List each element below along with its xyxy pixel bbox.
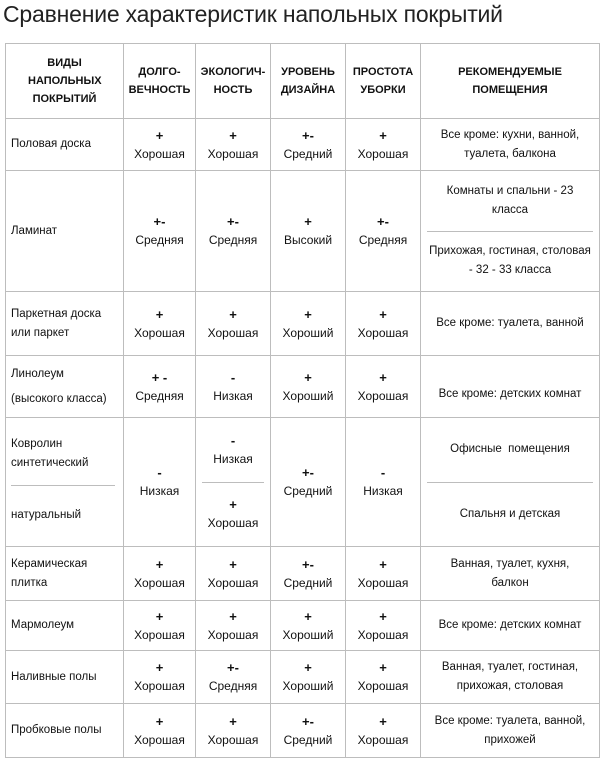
rating-symbol: + [229,608,237,624]
rating-symbol: + [155,660,164,675]
rating-text: Хорошая [207,732,259,747]
rating-text: Средняя [208,233,258,247]
rating-text: Хорошая [134,575,185,590]
row-name [6,356,124,418]
rating-text: Хорошая [357,679,409,693]
row-name: Мармолеум [6,601,124,651]
design-cell [271,356,346,418]
header-type: ВИДЫ НАПОЛЬНЫХ ПОКРЫТИЙ [6,44,124,119]
design-cell [271,704,346,758]
ecology-cell [196,704,271,758]
row-name [6,418,124,547]
cleaning-cell [346,547,421,601]
rating-text: Хороший [282,325,334,340]
rating-symbol: + [304,660,312,675]
rating-symbol: + [379,306,387,322]
rating-text: Низкая [139,484,180,498]
rating-symbol: + [304,306,312,322]
recommended-cell: Все кроме: кухни, ванной, туалета, балкона [421,119,600,171]
rating-text: Хорошая [207,325,259,340]
rating-symbol: + [379,660,387,675]
rating-text: Хорошая [134,627,185,642]
cleaning-cell [346,171,421,292]
header-cleaning: ПРОСТОТА УБОРКИ [346,44,421,119]
durability-cell [124,292,196,356]
rating-symbol: + [379,608,387,624]
cleaning-cell [346,651,421,704]
design-cell [271,601,346,651]
ecology-cell [196,547,271,601]
rating-symbol: + [304,369,312,385]
rating-symbol: +- [302,465,314,480]
rating-text: Хорошая [357,575,409,590]
rating-text: Хорошая [357,325,409,340]
ecology-synthetic [196,418,270,482]
durability-cell [124,119,196,171]
cleaning-cell [346,356,421,418]
ecology-cell [196,418,271,547]
table-row [6,356,600,418]
header-recommended: РЕКОМЕНДУЕМЫЕ ПОМЕЩЕНИЯ [421,44,600,119]
rating-text: Низкая [363,484,403,498]
recommended-cell: Все кроме: детских комнат [421,356,600,418]
ecology-cell [196,601,271,651]
cleaning-cell [346,704,421,758]
rating-text: Средняя [208,679,258,693]
rating-text: Хорошая [357,388,409,403]
recommended-cell: Все кроме: детских комнат [421,601,600,651]
rating-text: Хорошая [357,732,409,747]
rating-symbol: + [229,127,237,143]
ecology-cell [196,171,271,292]
header-ecology: ЭКОЛОГИЧ-НОСТЬ [196,44,271,119]
rating-symbol: +- [227,214,239,229]
rating-text: Средний [283,146,333,161]
row-name: Наливные полы [6,651,124,704]
ecology-natural [196,483,270,547]
durability-cell [124,651,196,704]
design-cell [271,651,346,704]
cleaning-cell [346,292,421,356]
rating-symbol: - [230,369,236,385]
rating-symbol: + [155,608,164,624]
recommended-cell: Ванная, туалет, гостиная, прихожая, столовая [421,651,600,704]
durability-cell [124,704,196,758]
recommended-text: Прихожая, гостиная, столовая - 32 - 33 класса [429,245,591,277]
rating-text: Хорошая [134,679,185,693]
rating-symbol: + [229,713,237,729]
rating-text: Хорошая [207,575,259,590]
design-cell [271,547,346,601]
header-row [6,44,600,119]
rating-symbol: + [155,127,164,143]
recommended-cell: Все кроме: туалета, ванной [421,292,600,356]
rating-symbol: + [379,713,387,729]
header-durability: ДОЛГО-ВЕЧНОСТЬ [124,44,196,119]
row-name-line: Ковролин синтетический [11,438,89,470]
rating-symbol: +- [302,127,314,143]
rating-symbol: - [380,465,386,480]
durability-cell [124,547,196,601]
rating-text: Хорошая [357,146,409,161]
cleaning-cell [346,601,421,651]
header-design: УРОВЕНЬ ДИЗАЙНА [271,44,346,119]
rating-text: Средний [283,732,333,747]
rating-symbol: + [155,713,164,729]
design-cell [271,171,346,292]
row-name-line: (высокого класса) [11,392,107,405]
ecology-cell [196,119,271,171]
ecology-cell [196,651,271,704]
comparison-table [5,43,600,758]
rating-symbol: + [304,214,312,229]
rating-symbol: + [229,497,237,513]
rating-text: Высокий [283,233,333,247]
rating-text: Хороший [282,627,334,642]
row-name: Паркетная доска или паркет [6,292,124,356]
table-row [6,601,600,651]
table-row [6,292,600,356]
rating-symbol: - [230,432,236,448]
row-name-line: натуральный [11,509,82,522]
recommended-cell: Ванная, туалет, кухня, балкон [421,547,600,601]
recommended-text: Комнаты и спальни - 23 класса [446,184,574,216]
rating-text: Средний [283,575,333,590]
rating-text: Средняя [135,388,184,403]
rating-text: Хорошая [207,516,259,531]
design-cell [271,119,346,171]
row-name: Керамическая плитка [6,547,124,601]
row-name-line: Линолеум [11,367,64,380]
rating-symbol: + [379,127,387,143]
rating-symbol: +- [153,214,166,229]
cleaning-cell [346,418,421,547]
durability-cell [124,601,196,651]
rating-symbol: +- [227,660,239,675]
rating-text: Хорошая [134,732,185,747]
row-name: Половая доска [6,119,124,171]
ecology-cell [196,292,271,356]
rating-text: Хорошая [207,627,259,642]
recommended-cell: Все кроме: туалета, ванной, прихожей [421,704,600,758]
durability-cell [124,171,196,292]
row-name: Ламинат [6,171,124,292]
rating-text: Хороший [282,679,334,693]
rating-text: Средний [283,484,333,498]
rating-symbol: + [155,306,164,322]
rating-symbol: + [379,556,387,572]
rating-text: Хороший [282,388,334,403]
table-row [6,704,600,758]
rating-symbol: + [379,369,387,385]
durability-cell [124,418,196,547]
rating-symbol: - [157,465,162,480]
rating-symbol: + [229,306,237,322]
rating-symbol: + [229,556,237,572]
rating-text: Хорошая [134,146,185,161]
recommended-text: Офисные помещения [450,443,570,456]
rating-text: Низкая [213,451,253,466]
rating-text: Хорошая [134,325,185,340]
rating-text: Низкая [213,388,253,403]
durability-cell [124,356,196,418]
recommended-text: Спальня и детская [459,507,561,520]
rating-symbol: + [304,608,312,624]
table-row [6,418,600,547]
rating-symbol: +- [302,556,314,572]
rating-text: Средняя [135,233,184,247]
ecology-cell [196,356,271,418]
design-cell [271,418,346,547]
rating-text: Хорошая [357,627,409,642]
table-row [6,547,600,601]
cleaning-cell [346,119,421,171]
rating-symbol: + - [151,369,168,385]
rating-text: Средняя [358,233,408,247]
design-cell [271,292,346,356]
table-row [6,651,600,704]
recommended-cell [421,418,600,547]
rating-symbol: + [155,556,164,572]
table-row [6,171,600,292]
row-name: Пробковые полы [6,704,124,758]
page-title: Сравнение характеристик напольных покрытий [3,1,503,27]
rating-symbol: +- [302,713,314,729]
rating-symbol: +- [377,214,389,229]
table-row [6,119,600,171]
rating-text: Хорошая [207,146,259,161]
recommended-cell [421,171,600,292]
